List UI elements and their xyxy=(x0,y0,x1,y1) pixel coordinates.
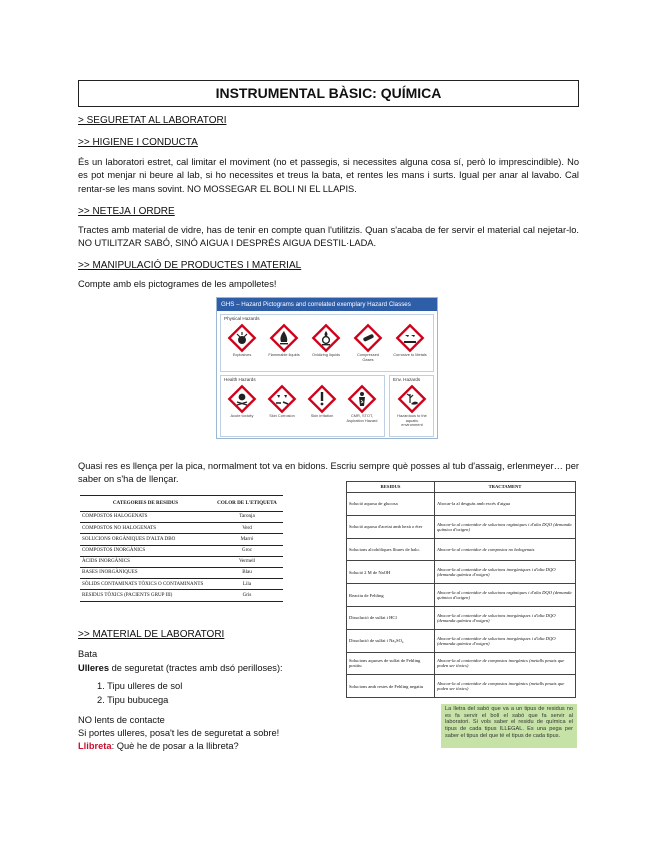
list-item: 1. Tipu ulleres de sol xyxy=(97,681,183,691)
table-row: Solució 2 M de NaOH Abocar-la al contenidor de solucions inorgàniques i d'alta DQO (demanda química d'oxigen) xyxy=(347,561,576,584)
table-row: SOLUCIONS ORGÀNIQUES D'ALTA DBO Marró xyxy=(80,534,283,545)
table-row: Solucions amb restes de Fehling negatiu Abocar-la al contenidor de compostos inorgànics (metalls pesats que poden ser tòxics) xyxy=(347,675,576,698)
paragraph-neteja: Tractes amb material de vidre, has de tenir en compte quan l'utilitzis. Quan s'acaba de fer servir el material cal nejetar-lo. NO UTILITZAR SABÓ, SINÓ AIGUA I DESPRÉS AIGUA DESTIL·LADA. xyxy=(78,225,579,249)
glasses-list xyxy=(97,680,182,708)
ghs-environment-icon: Hazardous to the aquatic environment xyxy=(395,384,429,428)
ghs-health-group xyxy=(220,375,385,437)
ghs-physical-label: Physical Hazards xyxy=(224,316,260,321)
text-no-lents: NO lents de contacte xyxy=(78,715,165,725)
ghs-skull-icon: Acute toxicity xyxy=(225,384,259,419)
ghs-exclamation-icon: Skin irritation xyxy=(305,384,339,419)
table-row: SÒLIDS CONTAMINATS TÒXICS O CONTAMINANTS Lila xyxy=(80,579,283,590)
ghs-env-group xyxy=(389,375,434,437)
ghs-gas-cylinder-icon: Compressed Gases xyxy=(351,323,385,362)
paragraph-higiene: És un laboratori estret, cal limitar el moviment (no et passegis, si necessites alguna cosa sí, però lo imprescindible). No es pot menjar ni beure al lab, si ho necessites et treus la bata, et rentes les mans i surts. Igual per anar al lavabo. Cal rentar-se les mans sovint. NO MOSSEGAR EL BOLI NI EL LLAPIS. xyxy=(78,157,579,194)
paragraph-residus: Quasi res es llença per la pica, normalment tot va en bidons. Escriu sempre què posses al tub d'assaig, erlenmeyer… per saber on s'ha de llençar. xyxy=(78,461,579,485)
table-row: Reactiu de Fehling Abocar-la al contenidor de solucions orgàniques i d'alta DQO (demanda química d'oxigen) xyxy=(347,584,576,607)
ghs-oxidizer-icon: Oxidizing liquids xyxy=(309,323,343,358)
table-row: Solucions alcohòliques lliures de halo. Abocar-la al contenidor de compostos no halogenats xyxy=(347,538,576,561)
page-title: INSTRUMENTAL BÀSIC: QUÍMICA xyxy=(78,80,579,107)
subheading-higiene: >> HIGIENE I CONDUCTA xyxy=(78,137,198,148)
table-row: COMPOSTOS NO HALOGENATS Verd xyxy=(80,523,283,534)
ghs-header: GHS – Hazard Pictograms and correlated exemplary Hazard Classes xyxy=(217,298,437,311)
table-row: Solucions aquoses de sulfat de Fehling positiu Abocar-la al contenidor de compostos inorgànics (metalls pesats que poden ser tòxics) xyxy=(347,652,576,675)
table-row: Solució aquosa de glucosa Abocar-la al desguàs amb excés d'aigua xyxy=(347,493,576,516)
ghs-health-label: Health Hazards xyxy=(224,377,256,382)
text-bata: Bata xyxy=(78,649,98,659)
ghs-corrosive-icon: Skin Corrosion xyxy=(265,384,299,419)
table-row: BASES INORGÀNIQUES Blau xyxy=(80,567,283,578)
ghs-physical-group xyxy=(220,314,434,372)
list-item: 2. Tipu bubucega xyxy=(97,695,169,706)
text-ulleres: Ulleres de seguretat (tractes amb dsó perilloses): xyxy=(78,663,283,673)
table-row: Solució aquosa d'acetat amb hexà o èter Abocar-la al contenidor de solucions orgàniques i d'alta DQO (demanda química d'oxigen) xyxy=(347,515,576,538)
table-header: TRACTAMENT xyxy=(435,482,576,493)
ghs-explosive-icon: Explosives xyxy=(225,323,259,358)
text-si-portes: Si portes ulleres, posa't les de seguretat a sobre! xyxy=(78,728,280,738)
ghs-health-hazard-icon: CMR, STOT, Aspiration Hazard xyxy=(345,384,379,423)
paragraph-pictogrames: Compte amb els pictogrames de les ampolletes! xyxy=(78,279,277,289)
table-row: RESIDUS TÒXICS (PACIENTS GRUP III) Gris xyxy=(80,590,283,601)
section-heading-seguretat: > SEGURETAT AL LABORATORI xyxy=(78,115,227,126)
ghs-corrosion-metal-icon: Corrosive to Metals xyxy=(393,323,427,358)
table-row: Dissolució de sulfat i HCl Abocar-la al contenidor de solucions inorgàniques i d'alta DQO (demanda química d'oxigen) xyxy=(347,606,576,629)
subheading-material: >> MATERIAL DE LABORATORI xyxy=(78,629,225,640)
table-header: COLOR DE L'ETIQUETA xyxy=(211,496,283,512)
subheading-neteja: >> NETEJA I ORDRE xyxy=(78,206,175,217)
ghs-pictogram-chart xyxy=(216,297,438,439)
table-header: CATEGORIES DE RESIDUS xyxy=(80,496,211,512)
table-row: COMPOSTOS HALOGENATS Taronja xyxy=(80,512,283,523)
table-row: Dissolució de sulfat i Na₂SO₄ Abocar-la al contenidor de solucions inorgàniques i d'alta DQO (demanda química d'oxigen) xyxy=(347,629,576,652)
green-note-box: La lletra del sabó que va a un tipus de residus no es fa servir el bolí el sabó que fa servir al laboratori. Si vols saber el residu de química el tipus de cada tipus ILLEGAL. Es una pega per saber el tipus del que té el tipus de cada tipus. xyxy=(441,704,577,748)
text-llibreta: Llibreta: Què he de posar a la llibreta? xyxy=(78,741,239,751)
table-row: COMPOSTOS INORGÀNICS Groc xyxy=(80,545,283,556)
ghs-env-label: Env. Hazards xyxy=(393,377,421,382)
table-row: ÀCIDS INORGÀNICS Vermell xyxy=(80,556,283,567)
subheading-manipulacio: >> MANIPULACIÓ DE PRODUCTES I MATERIAL xyxy=(78,260,302,271)
waste-categories-table xyxy=(80,495,283,602)
ghs-flame-icon: Flammable liquids xyxy=(267,323,301,358)
table-header: RESIDUS xyxy=(347,482,435,493)
waste-treatment-table xyxy=(346,481,576,698)
